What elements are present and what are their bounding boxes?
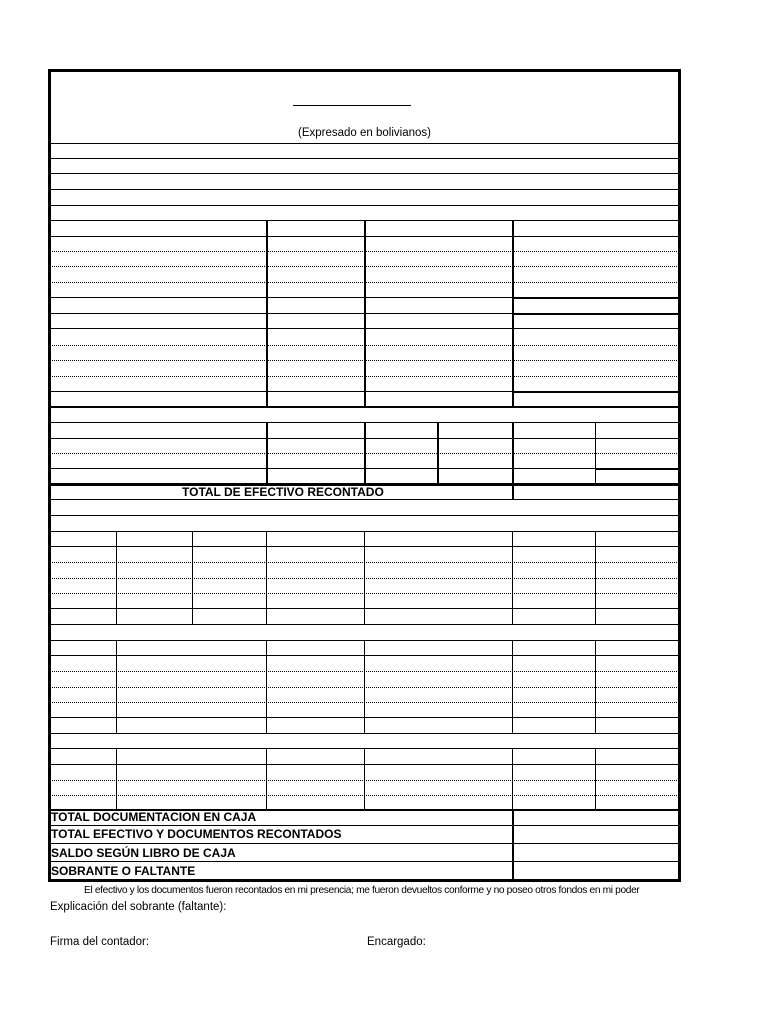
column-line	[595, 531, 596, 624]
column-line	[512, 483, 514, 499]
row-line	[48, 158, 681, 159]
surplus-explanation-label: Explicación del sobrante (faltante):	[50, 901, 227, 913]
column-line	[364, 220, 366, 406]
accountant-signature-label: Firma del contador:	[50, 936, 150, 948]
column-line	[364, 531, 365, 624]
column-line	[364, 748, 365, 809]
column-line	[116, 531, 117, 624]
row-line	[48, 205, 681, 206]
column-line	[192, 531, 193, 624]
column-line	[116, 640, 117, 733]
row-line	[48, 843, 681, 844]
row-line	[48, 143, 681, 144]
cell-line	[513, 406, 681, 408]
column-line	[437, 422, 439, 483]
cell-line	[513, 297, 681, 299]
custodian-label: Encargado:	[367, 936, 426, 948]
cell-line	[513, 391, 681, 393]
column-line	[266, 640, 267, 733]
total-documents-label: TOTAL DOCUMENTACION EN CAJA	[51, 810, 257, 824]
row-line	[48, 624, 681, 625]
column-line	[266, 748, 267, 809]
row-line	[48, 515, 681, 516]
recount-statement: El efectivo y los documentos fueron recontados en mi presencia; me fueron devueltos conforme y no poseo otros fondos en mi poder	[84, 885, 640, 896]
row-line	[48, 861, 681, 862]
row-line	[48, 189, 681, 190]
column-line	[512, 220, 514, 406]
total-cash-recounted-label: TOTAL DE EFECTIVO RECONTADO	[182, 485, 384, 499]
row-line	[48, 173, 681, 174]
row-line	[48, 825, 681, 826]
column-line	[595, 640, 596, 733]
column-line	[364, 640, 365, 733]
column-line	[512, 640, 513, 733]
column-line	[266, 531, 267, 624]
column-line	[266, 220, 268, 406]
row-line	[48, 499, 681, 500]
title-underline	[293, 105, 411, 106]
cell-line	[513, 313, 681, 315]
form-subtitle: (Expresado en bolivianos)	[298, 127, 431, 139]
column-line	[266, 422, 268, 483]
cell-line	[595, 468, 681, 470]
column-line	[364, 422, 366, 483]
column-line	[512, 748, 513, 809]
balance-per-book-label: SALDO SEGÚN LIBRO DE CAJA	[51, 846, 236, 860]
column-line	[595, 422, 596, 483]
column-line	[512, 531, 513, 624]
column-line	[116, 748, 117, 809]
surplus-or-shortage-label: SOBRANTE O FALTANTE	[51, 864, 196, 878]
column-line	[512, 422, 514, 483]
row-line	[48, 733, 681, 734]
column-line	[512, 809, 514, 882]
total-cash-and-documents-label: TOTAL EFECTIVO Y DOCUMENTOS RECONTADOS	[51, 827, 342, 841]
column-line	[595, 748, 596, 809]
